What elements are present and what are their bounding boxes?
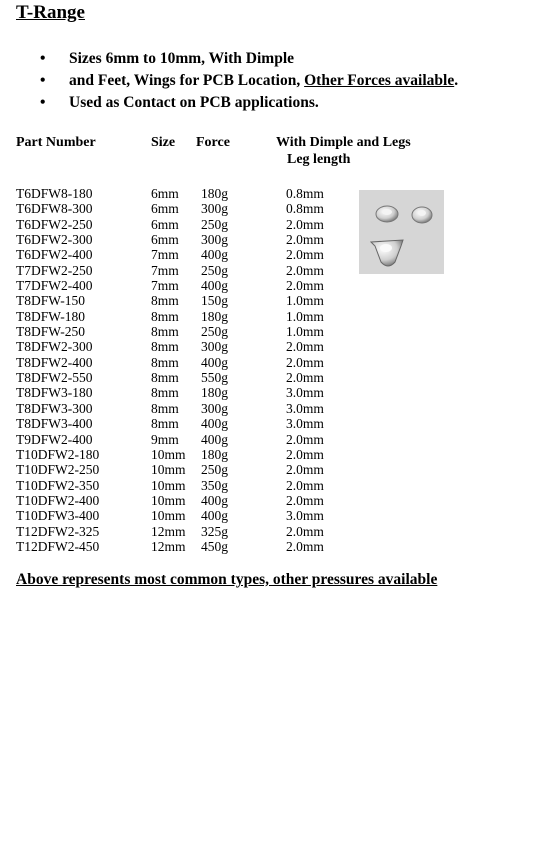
size-cell: 8mm bbox=[151, 354, 179, 370]
leg-length-cell: 3.0mm bbox=[286, 385, 324, 401]
other-forces-link[interactable]: Other Forces available bbox=[304, 72, 455, 89]
size-cell: 6mm bbox=[151, 186, 179, 201]
contact-parts-image bbox=[359, 190, 444, 274]
force-cell: 400g bbox=[201, 416, 228, 432]
part-number-cell: T8DFW3-300 bbox=[16, 400, 93, 416]
part-number-cell: T10DFW3-400 bbox=[16, 508, 100, 524]
part-number-cell: T8DFW-250 bbox=[16, 324, 85, 340]
force-cell: 300g bbox=[201, 339, 228, 355]
size-cell: 8mm bbox=[151, 400, 179, 416]
force-cell: 300g bbox=[201, 201, 228, 217]
feature-list bbox=[40, 49, 458, 115]
size-cell: 7mm bbox=[151, 278, 179, 294]
force-cell: 250g bbox=[201, 324, 228, 340]
size-cell: 8mm bbox=[151, 324, 179, 340]
size-cell: 6mm bbox=[151, 216, 179, 232]
bullet-icon: • bbox=[40, 94, 46, 111]
header-force: Force bbox=[196, 135, 230, 150]
size-cell: 7mm bbox=[151, 247, 179, 263]
leg-length-cell: 2.0mm bbox=[286, 339, 324, 355]
size-cell: 10mm bbox=[151, 462, 186, 478]
part-number-cell: T8DFW-180 bbox=[16, 308, 85, 324]
leg-length-cell: 2.0mm bbox=[286, 262, 324, 278]
force-cell: 250g bbox=[201, 462, 228, 478]
feature-item bbox=[40, 71, 458, 93]
part-number-cell: T8DFW2-400 bbox=[16, 354, 93, 370]
size-cell: 7mm bbox=[151, 262, 179, 278]
leg-length-cell: 2.0mm bbox=[286, 370, 324, 386]
leg-length-cell: 2.0mm bbox=[286, 354, 324, 370]
size-cell: 8mm bbox=[151, 385, 179, 401]
force-cell: 180g bbox=[201, 446, 228, 462]
force-cell: 350g bbox=[201, 477, 228, 493]
part-number-cell: T6DFW2-300 bbox=[16, 232, 93, 248]
force-cell: 400g bbox=[201, 508, 228, 524]
leg-length-cell: 2.0mm bbox=[286, 492, 324, 508]
force-cell: 400g bbox=[201, 247, 228, 263]
header-size: Size bbox=[151, 135, 176, 150]
size-cell: 8mm bbox=[151, 339, 179, 355]
leg-length-cell: 2.0mm bbox=[286, 431, 324, 447]
leg-length-cell: 3.0mm bbox=[286, 508, 324, 524]
leg-length-cell: 2.0mm bbox=[286, 462, 324, 478]
feature-text: Used as Contact on PCB applications. bbox=[69, 94, 319, 111]
feature-text: Sizes 6mm to 10mm, With Dimple bbox=[69, 50, 295, 67]
leg-length-cell: 2.0mm bbox=[286, 446, 324, 462]
bullet-icon: • bbox=[40, 72, 46, 89]
force-cell: 180g bbox=[201, 186, 228, 201]
part-number-cell: T8DFW-150 bbox=[16, 293, 85, 309]
leg-length-cell: 1.0mm bbox=[286, 293, 324, 309]
bullet-icon: • bbox=[40, 50, 46, 67]
force-cell: 180g bbox=[201, 308, 228, 324]
force-cell: 400g bbox=[201, 431, 228, 447]
force-cell: 150g bbox=[201, 293, 228, 309]
part-number-cell: T10DFW2-400 bbox=[16, 492, 100, 508]
leg-length-cell: 2.0mm bbox=[286, 477, 324, 493]
force-cell: 180g bbox=[201, 385, 228, 401]
part-number-cell: T8DFW2-550 bbox=[16, 370, 93, 386]
header-leg-length: Leg length bbox=[287, 152, 351, 167]
page-title: T-Range bbox=[16, 2, 85, 23]
size-cell: 12mm bbox=[151, 523, 186, 539]
force-cell: 300g bbox=[201, 400, 228, 416]
feature-text-end: . bbox=[454, 72, 459, 89]
feature-item bbox=[40, 93, 458, 115]
leg-length-cell: 2.0mm bbox=[286, 523, 324, 539]
part-number-cell: T12DFW2-325 bbox=[16, 523, 100, 539]
header-part-number: Part Number bbox=[16, 135, 96, 150]
part-number-cell: T10DFW2-250 bbox=[16, 462, 100, 478]
size-cell: 8mm bbox=[151, 370, 179, 386]
part-number-cell: T7DFW2-400 bbox=[16, 278, 93, 294]
part-number-cell: T6DFW2-250 bbox=[16, 216, 93, 232]
leg-length-cell: 0.8mm bbox=[286, 201, 324, 217]
force-cell: 400g bbox=[201, 278, 228, 294]
part-number-cell: T8DFW3-400 bbox=[16, 416, 93, 432]
size-cell: 9mm bbox=[151, 431, 179, 447]
leg-length-cell: 3.0mm bbox=[286, 416, 324, 432]
part-number-cell: T6DFW8-300 bbox=[16, 201, 93, 217]
force-cell: 250g bbox=[201, 216, 228, 232]
part-number-cell: T10DFW2-350 bbox=[16, 477, 100, 493]
leg-length-cell: 2.0mm bbox=[286, 247, 324, 263]
force-cell: 300g bbox=[201, 232, 228, 248]
part-number-cell: T9DFW2-400 bbox=[16, 431, 93, 447]
leg-length-cell: 1.0mm bbox=[286, 308, 324, 324]
part-number-cell: T6DFW2-400 bbox=[16, 247, 93, 263]
leg-length-cell: 2.0mm bbox=[286, 538, 324, 554]
size-cell: 12mm bbox=[151, 538, 186, 554]
footer-note: Above represents most common types, other pressures available bbox=[16, 571, 438, 588]
size-cell: 10mm bbox=[151, 508, 186, 524]
leg-length-cell: 1.0mm bbox=[286, 324, 324, 340]
part-number-cell: T8DFW2-300 bbox=[16, 339, 93, 355]
size-cell: 10mm bbox=[151, 492, 186, 508]
size-cell: 8mm bbox=[151, 308, 179, 324]
part-number-cell: T8DFW3-180 bbox=[16, 385, 93, 401]
feature-item bbox=[40, 49, 458, 71]
force-cell: 400g bbox=[201, 492, 228, 508]
product-photo bbox=[359, 190, 444, 274]
size-cell: 8mm bbox=[151, 293, 179, 309]
leg-length-cell: 3.0mm bbox=[286, 400, 324, 416]
header-dimple-legs: With Dimple and Legs bbox=[276, 135, 411, 150]
part-number-cell: T6DFW8-180 bbox=[16, 186, 93, 201]
force-cell: 450g bbox=[201, 538, 228, 554]
leg-length-cell: 0.8mm bbox=[286, 186, 324, 201]
size-cell: 10mm bbox=[151, 446, 186, 462]
part-number-cell: T10DFW2-180 bbox=[16, 446, 100, 462]
leg-length-cell: 2.0mm bbox=[286, 278, 324, 294]
force-cell: 325g bbox=[201, 523, 228, 539]
size-cell: 6mm bbox=[151, 201, 179, 217]
leg-length-cell: 2.0mm bbox=[286, 216, 324, 232]
force-cell: 400g bbox=[201, 354, 228, 370]
part-number-cell: T12DFW2-450 bbox=[16, 538, 100, 554]
size-cell: 8mm bbox=[151, 416, 179, 432]
size-cell: 10mm bbox=[151, 477, 186, 493]
leg-length-cell: 2.0mm bbox=[286, 232, 324, 248]
force-cell: 550g bbox=[201, 370, 228, 386]
force-cell: 250g bbox=[201, 262, 228, 278]
part-number-cell: T7DFW2-250 bbox=[16, 262, 93, 278]
size-cell: 6mm bbox=[151, 232, 179, 248]
feature-text: and Feet, Wings for PCB Location, bbox=[69, 72, 305, 89]
